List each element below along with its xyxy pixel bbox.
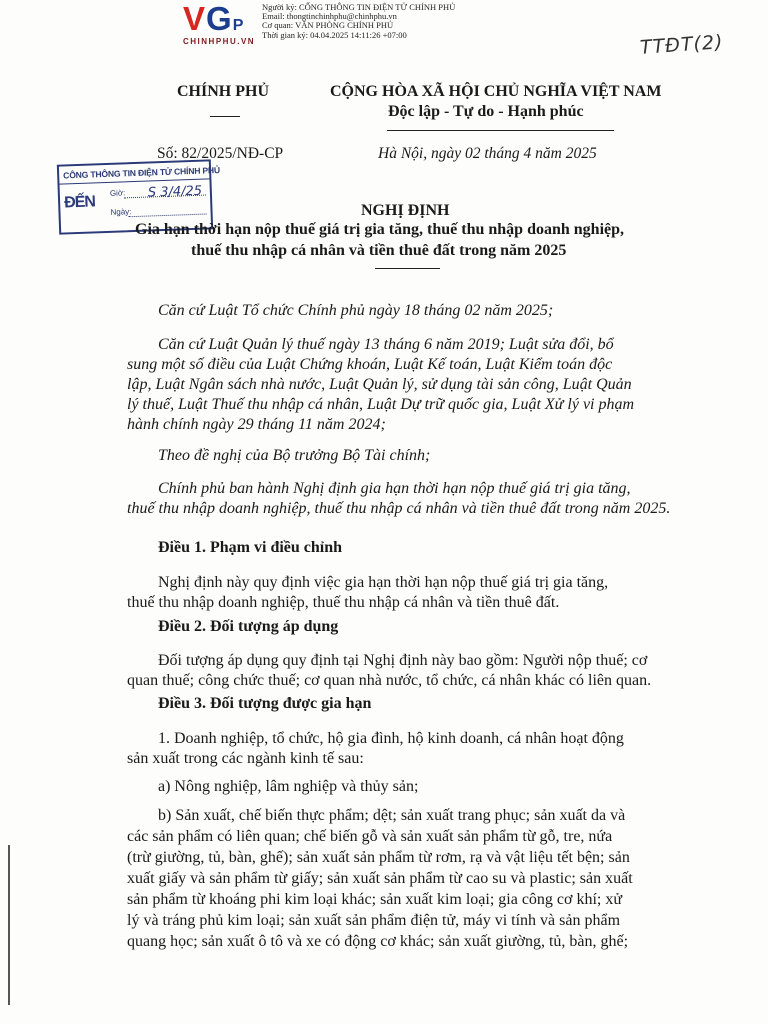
article-2-heading: Điều 2. Đối tượng áp dụng bbox=[158, 618, 339, 635]
article-3-item-b: quang học; sản xuất ô tô và xe có động cơ khác; sản xuất giường, tủ, bàn, ghế; bbox=[127, 933, 629, 950]
article-1-text: thuế thu nhập doanh nghiệp, thuế thu nhập cá nhân và tiền thuê đất. bbox=[127, 594, 560, 611]
article-3-text: sản xuất trong các ngành kinh tế sau: bbox=[127, 750, 364, 767]
article-3-item-b: sản phẩm từ khoáng phi kim loại khác; sản xuất kim loại; gia công cơ khí; xử bbox=[127, 891, 623, 908]
preamble-line: Theo đề nghị của Bộ trưởng Bộ Tài chính; bbox=[158, 447, 431, 464]
email-line: Email: thongtinchinhphu@chinhphu.vn bbox=[262, 11, 397, 22]
issuing-agency: CHÍNH PHỦ bbox=[177, 83, 269, 100]
article-1-heading: Điều 1. Phạm vi điều chỉnh bbox=[158, 539, 343, 556]
stamp-ngay-line bbox=[129, 214, 207, 218]
article-3-item-a: a) Nông nghiệp, lâm nghiệp và thủy sản; bbox=[158, 778, 419, 795]
preamble-line: Chính phủ ban hành Nghị định gia hạn thời hạn nộp thuế giá trị gia tăng, bbox=[158, 480, 631, 497]
document-date: Hà Nội, ngày 02 tháng 4 năm 2025 bbox=[378, 145, 597, 162]
document-number: Số: 82/2025/NĐ-CP bbox=[157, 145, 284, 162]
preamble-line: sung một số điều của Luật Chứng khoán, Luật Kế toán, Luật Kiểm toán độc bbox=[127, 356, 613, 373]
stamp-so-label: Giờ: bbox=[109, 188, 126, 198]
article-3-item-b: lý và tráng phủ kim loại; sản xuất sản phẩm điện tử, máy vi tính và sản phẩm bbox=[127, 912, 621, 929]
article-3-heading: Điều 3. Đối tượng được gia hạn bbox=[158, 695, 372, 712]
national-motto: Độc lập - Tự do - Hạnh phúc bbox=[388, 103, 584, 120]
signer-line: Người ký: CỔNG THÔNG TIN ĐIỆN TỬ CHÍNH PHỦ bbox=[262, 2, 456, 12]
sign-time-line: Thời gian ký: 04.04.2025 14:11:26 +07:00 bbox=[262, 29, 407, 40]
logo-p: P bbox=[232, 17, 245, 34]
preamble-line: thuế thu nhập doanh nghiệp, thuế thu nhập cá nhân và tiền thuê đất trong năm 2025. bbox=[127, 500, 671, 517]
article-2-text: Đối tượng áp dụng quy định tại Nghị định này bao gồm: Người nộp thuế; cơ bbox=[158, 652, 648, 669]
digital-signature-info bbox=[262, 3, 455, 40]
article-1-text: Nghị định này quy định việc gia hạn thời hạn nộp thuế giá trị gia tăng, bbox=[158, 574, 609, 591]
scan-margin-mark bbox=[8, 845, 10, 1005]
agency-line: Cơ quan: VĂN PHÒNG CHÍNH PHỦ bbox=[262, 20, 394, 31]
article-3-item-b: các sản phẩm có liên quan; chế biến gỗ và sản xuất sản phẩm từ gỗ, tre, nứa bbox=[127, 828, 613, 845]
preamble-line: lập, Luật Ngân sách nhà nước, Luật Quản lý, sử dụng tài sản công, Luật Quản bbox=[127, 376, 632, 393]
document-title-line2: thuế thu nhập cá nhân và tiền thuê đất trong năm 2025 bbox=[191, 242, 567, 259]
handwritten-note: TTĐT(2) bbox=[639, 31, 725, 59]
article-2-text: quan thuế; công chức thuế; cơ quan nhà nước, tổ chức, cá nhân khác có liên quan. bbox=[127, 672, 652, 689]
article-3-item-b: (trừ giường, tủ, bàn, ghế); sản xuất sản phẩm từ rơm, rạ và vật liệu tết bện; sản bbox=[127, 849, 630, 866]
vgp-logo bbox=[183, 2, 263, 44]
stamp-den: ĐẾN bbox=[63, 193, 96, 212]
motto-underline bbox=[387, 130, 614, 131]
article-3-item-b: xuất giấy và sản phẩm từ giấy; sản xuất sản phẩm từ cao su và plastic; sản xuất bbox=[127, 870, 633, 887]
article-3-text: 1. Doanh nghiệp, tổ chức, hộ gia đình, hộ kinh doanh, cá nhân hoạt động bbox=[158, 730, 624, 747]
stamp-title: CÔNG THÔNG TIN ĐIỆN TỬ CHÍNH PHỦ bbox=[59, 161, 210, 184]
article-3-item-b: b) Sản xuất, chế biến thực phẩm; dệt; sản xuất trang phục; sản xuất da và bbox=[158, 807, 626, 824]
title-underline bbox=[375, 268, 440, 269]
preamble-line: Căn cứ Luật Tổ chức Chính phủ ngày 18 tháng 02 năm 2025; bbox=[158, 302, 554, 319]
country-name: CỘNG HÒA XÃ HỘI CHỦ NGHĨA VIỆT NAM bbox=[330, 83, 662, 100]
preamble-line: lý thuế, Luật Thuế thu nhập cá nhân, Luật Dự trữ quốc gia, Luật Xử lý vi phạm bbox=[127, 396, 635, 413]
logo-subtitle: CHINHPHU.VN bbox=[183, 37, 256, 46]
preamble-line: Căn cứ Luật Quản lý thuế ngày 13 tháng 6 năm 2019; Luật sửa đổi, bổ bbox=[158, 336, 614, 353]
logo-v: V bbox=[183, 0, 207, 37]
agency-underline bbox=[210, 116, 240, 117]
stamp-ngay-label: Ngày: bbox=[110, 207, 132, 217]
document-type: NGHỊ ĐỊNH bbox=[361, 202, 450, 219]
stamp-handwritten-value: S 3/4/25 bbox=[147, 183, 203, 201]
preamble-line: hành chính ngày 29 tháng 11 năm 2024; bbox=[127, 416, 386, 433]
logo-g: G bbox=[206, 0, 233, 37]
document-title-line1: Gia hạn thời hạn nộp thuế giá trị gia tăng, thuế thu nhập doanh nghiệp, bbox=[135, 221, 625, 238]
